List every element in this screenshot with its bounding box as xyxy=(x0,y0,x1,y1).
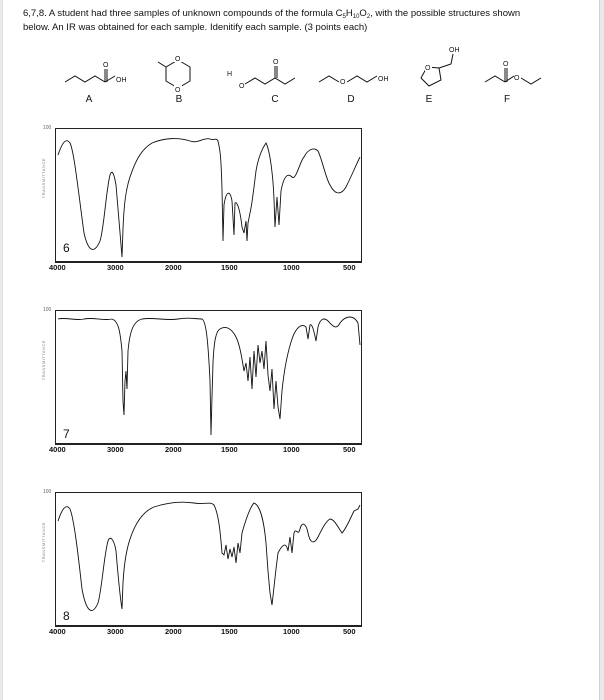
question-line-1-end: , with the possible structures shown xyxy=(370,8,521,19)
structure-a-atom-oh: OH xyxy=(116,77,127,84)
ir-spectrum-6-trace xyxy=(56,129,361,261)
question-line-2: below. An IR was obtained for each sample. Idenitify each sample. (3 points each) xyxy=(23,22,368,33)
ir-spectrum-7-ticks xyxy=(49,445,369,457)
formula-h: H xyxy=(345,8,353,19)
structure-f-atom-carbonyl-o: O xyxy=(503,61,509,68)
ir-spectrum-7-frame xyxy=(55,310,362,445)
structure-e-atom-oh: OH xyxy=(449,47,460,54)
document-page xyxy=(2,0,600,700)
structure-d-atom-o: O xyxy=(340,79,346,86)
structure-c-atom-carbonyl-o: O xyxy=(273,59,279,66)
ir-spectrum-8-tick-1000: 1000 xyxy=(283,627,300,636)
structure-b-drawing xyxy=(153,48,203,98)
ir-spectrum-6-tick-4000: 4000 xyxy=(49,263,66,272)
question-line-1-start: 6,7,8. A student had three samples of unknown compounds of the formula C xyxy=(23,8,343,19)
structure-c-label: C xyxy=(271,94,279,105)
ir-spectrum-8-tick-2000: 2000 xyxy=(165,627,182,636)
ir-spectrum-8-frame xyxy=(55,492,362,627)
formula-o: O xyxy=(359,8,367,19)
ir-spectrum-6-tick-500: 500 xyxy=(343,263,356,272)
ir-spectrum-8 xyxy=(41,489,363,636)
formula-subscript-c: 5 xyxy=(342,14,346,20)
ir-spectrum-6-number: 6 xyxy=(63,241,70,255)
ir-spectrum-8-y-top: 100 xyxy=(43,489,52,495)
ir-spectrum-6 xyxy=(41,125,363,272)
ir-spectrum-6-y-axis-title: TRANSMITTANCE xyxy=(41,158,46,199)
ir-spectrum-7-tick-3000: 3000 xyxy=(107,445,124,454)
structure-e-label: E xyxy=(425,94,433,105)
question-text xyxy=(23,7,583,35)
ir-spectrum-8-tick-3000: 3000 xyxy=(107,627,124,636)
ir-spectrum-6-tick-2000: 2000 xyxy=(165,263,182,272)
ir-spectrum-8-y-axis-title: TRANSMITTANCE xyxy=(41,522,46,563)
ir-spectrum-7-y-top: 100 xyxy=(43,307,52,313)
structure-e-drawing xyxy=(411,42,469,94)
structure-f-drawing xyxy=(481,56,551,92)
ir-spectrum-7 xyxy=(41,307,363,454)
ir-spectrum-8-ticks xyxy=(49,627,369,639)
ir-spectrum-6-tick-1000: 1000 xyxy=(283,263,300,272)
ir-spectrum-6-frame xyxy=(55,128,362,263)
ir-spectrum-7-number: 7 xyxy=(63,427,70,441)
ir-spectrum-8-tick-1500: 1500 xyxy=(221,627,238,636)
ir-spectrum-8-number: 8 xyxy=(63,609,70,623)
formula-subscript-o: 2 xyxy=(366,14,371,20)
ir-spectrum-7-y-axis-title: TRANSMITTANCE xyxy=(41,340,46,381)
structure-b-atom-o-bottom: O xyxy=(175,87,181,94)
structure-f-atom-ester-o: O xyxy=(514,75,520,82)
ir-spectrum-8-tick-500: 500 xyxy=(343,627,356,636)
structure-a-atom-o: O xyxy=(103,62,109,69)
ir-spectrum-6-ticks xyxy=(49,263,369,275)
structure-d-label: D xyxy=(347,94,355,105)
ir-spectrum-7-tick-1500: 1500 xyxy=(221,445,238,454)
structure-d-atom-oh: OH xyxy=(378,76,389,83)
ir-spectrum-6-tick-1500: 1500 xyxy=(221,263,238,272)
ir-spectrum-7-tick-500: 500 xyxy=(343,445,356,454)
structure-b-atom-o-top: O xyxy=(175,56,181,63)
structure-b-label: B xyxy=(175,94,183,105)
question-line-1 xyxy=(23,7,583,21)
structure-c-atom-o: O xyxy=(239,83,245,90)
ir-spectrum-7-trace xyxy=(56,311,361,443)
structure-f-label: F xyxy=(503,94,511,105)
ir-spectrum-7-tick-2000: 2000 xyxy=(165,445,182,454)
formula-subscript-h: 10 xyxy=(352,14,360,20)
ir-spectrum-8-trace xyxy=(56,493,361,625)
ir-spectrum-8-tick-4000: 4000 xyxy=(49,627,66,636)
ir-spectrum-6-y-top: 100 xyxy=(43,125,52,131)
structure-e-atom-o: O xyxy=(425,65,431,72)
ir-spectrum-7-tick-4000: 4000 xyxy=(49,445,66,454)
structure-c-atom-h: H xyxy=(227,71,233,78)
structure-a-drawing xyxy=(61,60,141,100)
ir-spectrum-6-tick-3000: 3000 xyxy=(107,263,124,272)
structure-c-drawing xyxy=(225,58,313,94)
structure-a-label: A xyxy=(85,94,93,105)
ir-spectrum-7-tick-1000: 1000 xyxy=(283,445,300,454)
structure-d-drawing xyxy=(315,68,401,94)
